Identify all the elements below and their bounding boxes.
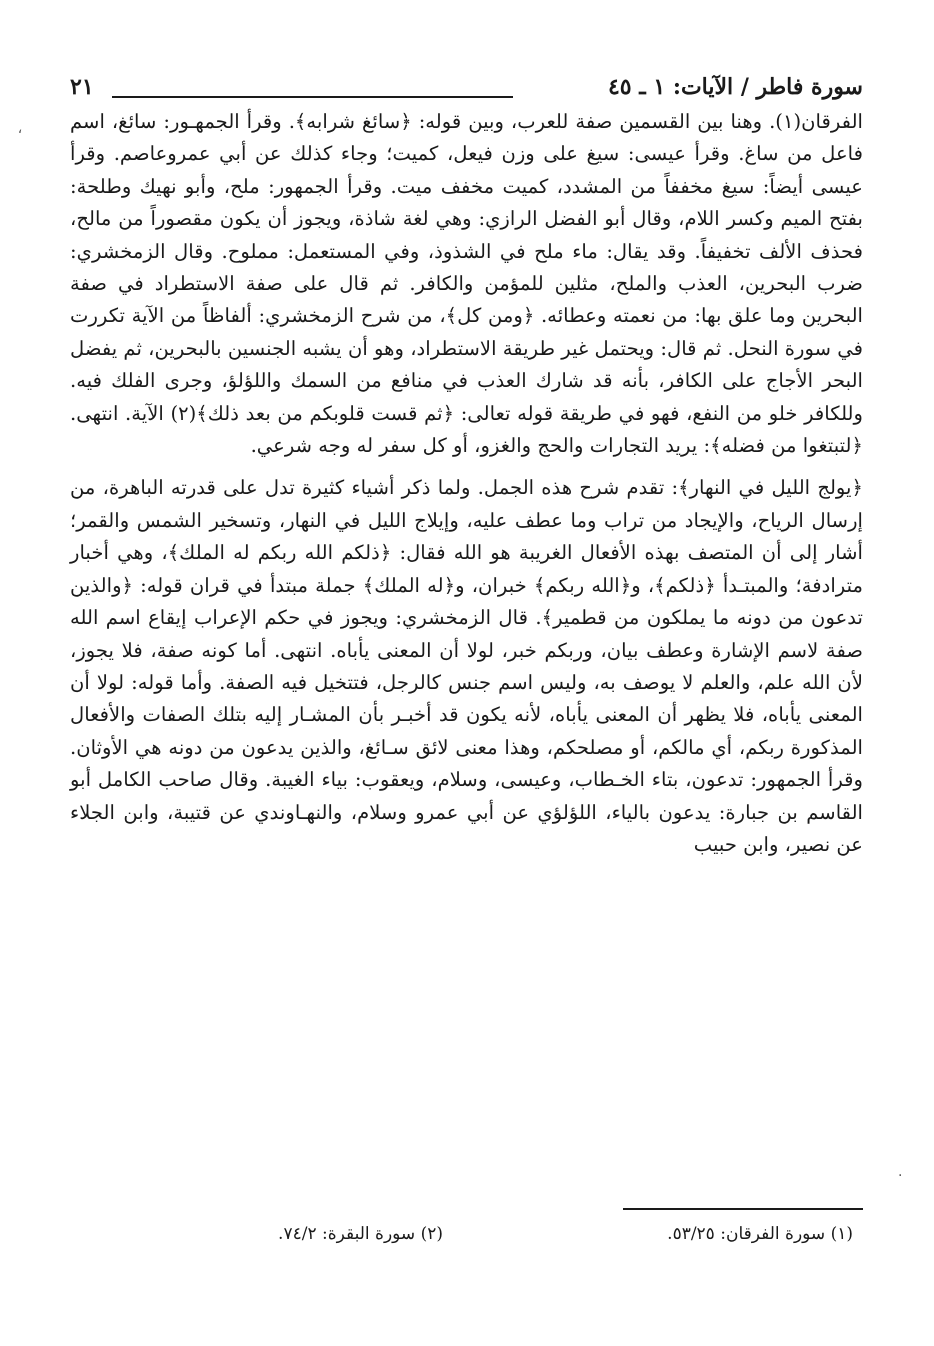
footnote-2: (٢) سورة البقرة: ٧٤/٢. — [278, 1224, 443, 1244]
footnote-rule — [623, 1208, 863, 1210]
page-number: ٢١ — [70, 74, 94, 100]
page-content — [70, 70, 863, 861]
surah-title: سورة فاطر / الآيات: ١ ـ ٤٥ — [607, 74, 863, 100]
body-text — [70, 106, 863, 861]
margin-dot: · — [898, 1168, 903, 1184]
paragraph-2: ﴿يولج الليل في النهار﴾: تقدم شرح هذه الجمل. ولما ذكر أشياء كثيرة تدل على قدرته الباهرة، من إرسال الرياح، والإيجاد من تراب وما عطف عليه، وإيلاج الليل في النهار، وتسخير الشمس والقمر؛ أشار إلى أن المتصف بهذه الأفعال الغريبة هو الله فقال: ﴿ذلكم الله ربكم له الملك﴾، وهي أخبار مترادفة؛ والمبتـدأ ﴿ذلكم﴾، و﴿الله ربكم﴾ خبران، و﴿له الملك﴾ جملة مبتدأ في قران قوله: ﴿والذين تدعون من دونه ما يملكون من قطمير﴾. قال الزمخشري: ويجوز في حكم الإعراب إيقاع اسم الله صفة لاسم الإشارة وعطف بيان، وربكم خبر، لولا أن المعنى يأباه. انتهى. أما كونه صفة، فلا يجوز، لأن الله علم، والعلم لا يوصف به، وليس اسم جنس كالرجل، فتتخيل فيه الصفة. وأما قوله: لولا أن المعنى يأباه، فلا يظهر أن المعنى يأباه، لأنه يكون قد أخبـر بأن المشـار إليه بتلك الصفات والأفعال المذكورة ربكم، أي مالكم، أو مصلحكم، وهذا معنى لائق سـائغ، والذين يدعون من دونه هي الأوثان. وقرأ الجمهور: تدعون، بتاء الخـطاب، وعيسى، وسلام، ويعقوب: بياء الغيبة. وقال صاحب الكامل أبو القاسم بن جبارة: يدعون بالياء، اللؤلؤي عن أبي عمرو وسلام، والنهـاوندي عن قتيبة، وابن الجلاء عن نصير، وابن حبيب — [70, 476, 863, 856]
running-header — [70, 70, 863, 106]
margin-mark: ‘ — [18, 128, 23, 144]
footnote-1: (١) سورة الفرقان: ٥٣/٢٥. — [667, 1224, 853, 1244]
header-rule — [112, 96, 513, 98]
paragraph-1: الفرقان(١). وهنا بين القسمين صفة للعرب، وبين قوله: ﴿سائغ شرابه﴾. وقرأ الجمهـور: سائغ، اسم فاعل من ساغ. وقرأ عيسى: سيغ على وزن فيعل، كميت؛ وجاء كذلك عن أبي عمروعاصم. وقرأ عيسى أيضاً: سيغ مخففاً من المشدد، كميت مخفف ميت. وقرأ الجمهور: ملح، وأبو نهيك وطلحة: بفتح الميم وكسر اللام، وقال أبو الفضل الرازي: وهي لغة شاذة، ويجوز أن يكون مقصوراً من مالح، فحذف الألف تخفيفاً. وقد يقال: ماء ملح في الشذوذ، وفي المستعمل: مملوح. وقال الزمخشري: ضرب البحرين، العذب والملح، مثلين للمؤمن والكافر. ثم قال على صفة الاستطراد في صفة البحرين وما علق بها: من نعمته وعطائه. ﴿ومن كل﴾، من شرح الزمخشري: ألفاظاً من الآية تكررت في سورة النحل. ثم قال: ويحتمل غير طريقة الاستطراد، وهو أن يشبه الجنسين بالبحرين، ثم يفضل البحر الأجاج على الكافر، بأنه قد شارك العذب في منافع من السمك واللؤلؤ، وجرى الفلك فيه. وللكافر خلو من النفع، فهو في طريقة قوله تعالى: ﴿ثم قست قلوبكم من بعد ذلك﴾(٢) الآية. انتهى. ﴿لتبتغوا من فضله﴾: يريد التجارات والحج والغزو، أو كل سفر له وجه شرعي. — [70, 110, 863, 458]
footnotes — [70, 1208, 863, 1254]
